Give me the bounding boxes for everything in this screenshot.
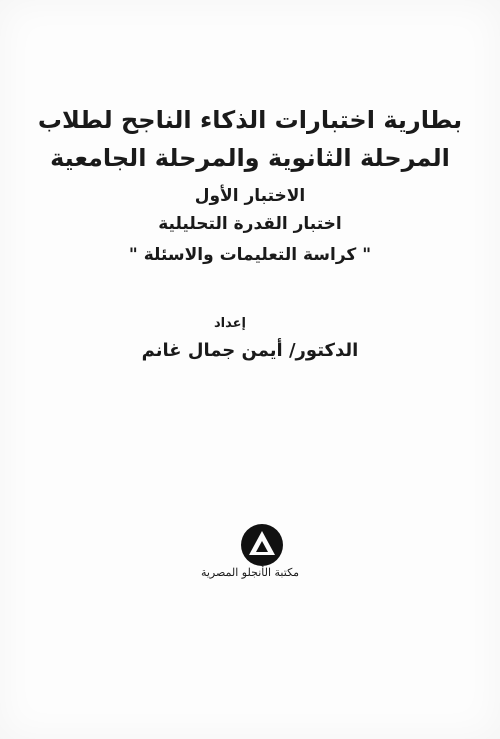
prepared-by-label bbox=[0, 316, 500, 331]
test-number: الاختبار الأول bbox=[194, 186, 306, 206]
author-name: الدكتور/ أيمن جمال غانم bbox=[141, 340, 359, 361]
publisher-logo-icon bbox=[239, 522, 285, 568]
test-name: اختبار القدرة التحليلية bbox=[158, 214, 342, 234]
prepared-by-text: إعداد bbox=[214, 316, 246, 331]
publisher-name: مكتبة الأنجلو المصرية bbox=[200, 566, 300, 579]
booklet-subtitle: " كراسة التعليمات والاسئلة " bbox=[128, 245, 372, 265]
title-line-2: المرحلة الثانوية والمرحلة الجامعية bbox=[50, 144, 450, 172]
title-line-1: بطارية اختبارات الذكاء الناجح لطلاب bbox=[37, 106, 463, 134]
